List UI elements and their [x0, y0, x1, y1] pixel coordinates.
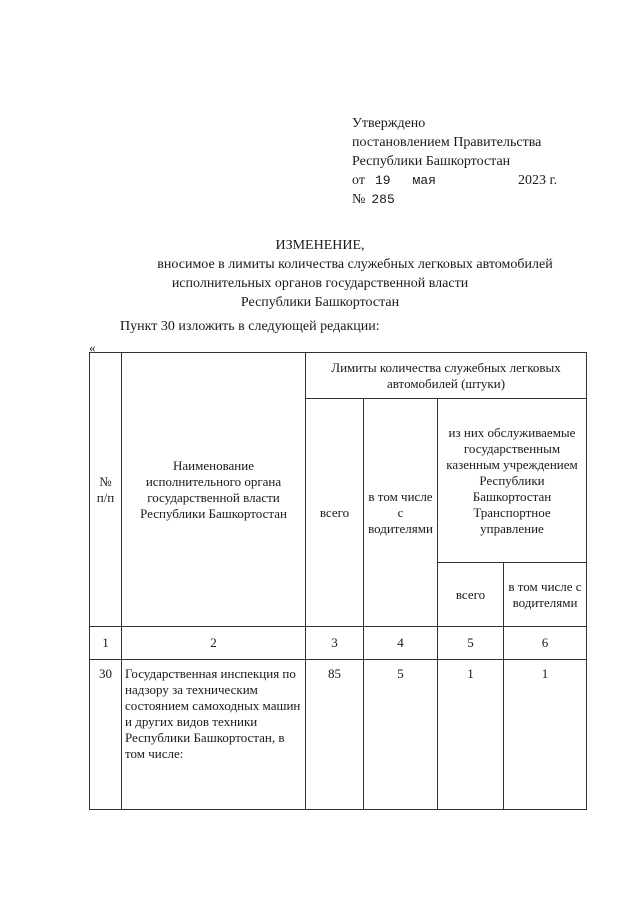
approval-day: 19: [374, 173, 391, 188]
approval-date-line: [352, 171, 557, 190]
index-cell: 6: [504, 627, 587, 660]
instruction-text: Пункт 30 изложить в следующей редакции:: [120, 319, 380, 334]
row-served-with-drivers: 1: [504, 660, 587, 810]
header-served: из них обслуживаемые государственным казенным учреждением Республики Башкортостан Транспортное управление: [438, 399, 587, 563]
index-cell: 3: [306, 627, 364, 660]
header-limits: Лимиты количества служебных легковых автомобилей (штуки): [306, 353, 587, 399]
index-row: [90, 627, 587, 660]
header-served-total: всего: [438, 563, 504, 627]
table-row: [90, 660, 587, 810]
opening-quote: «: [89, 340, 96, 355]
row-name: Государственная инспекция по надзору за техническим состоянием самоходных машин и других видов техники Республики Башкортостан, в том числе:: [122, 660, 306, 810]
header-total: всего: [306, 399, 364, 627]
title-heading: ИЗМЕНЕНИЕ,: [275, 238, 365, 253]
header-served-with-drivers: в том числе с водителями: [504, 563, 587, 627]
row-num: 30: [90, 660, 122, 810]
approval-number: 285: [371, 192, 395, 207]
approval-line-approved: Утверждено: [352, 116, 426, 131]
index-cell: 5: [438, 627, 504, 660]
row-with-drivers: 5: [364, 660, 438, 810]
approval-stamp: [352, 114, 557, 209]
approval-number-line: [352, 190, 557, 209]
row-served-total: 1: [438, 660, 504, 810]
header-name: Наименование исполнительного органа государственной власти Республики Башкортостан: [122, 353, 306, 627]
approval-line-resolution: постановлением Правительства: [352, 135, 542, 150]
row-total: 85: [306, 660, 364, 810]
approval-year: 2023 г.: [517, 173, 558, 188]
header-with-drivers: в том числе с водителями: [364, 399, 438, 627]
approval-number-label: №: [352, 192, 366, 207]
title-line-2: вносимое в лимиты количества служебных легковых автомобилей: [157, 257, 553, 272]
index-cell: 1: [90, 627, 122, 660]
approval-from-label: от: [352, 173, 365, 188]
header-num: № п/п: [90, 353, 122, 627]
approval-month: мая: [412, 173, 436, 188]
title-line-4: Республики Башкортостан: [240, 295, 400, 310]
approval-line-republic: Республики Башкортостан: [352, 154, 511, 169]
limits-table: [89, 352, 587, 810]
index-cell: 2: [122, 627, 306, 660]
index-cell: 4: [364, 627, 438, 660]
title-line-3: исполнительных органов государственной власти: [171, 276, 469, 291]
